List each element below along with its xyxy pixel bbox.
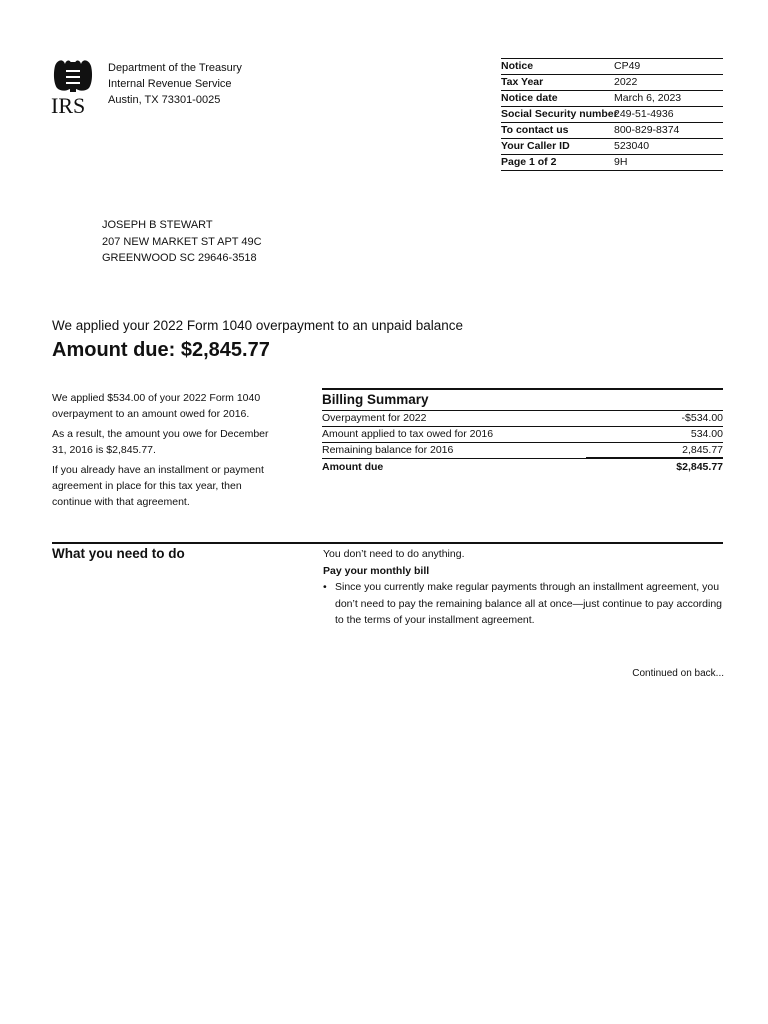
info-row-notice-date bbox=[501, 91, 723, 107]
info-row-ssn bbox=[501, 107, 723, 123]
billing-row-label: Overpayment for 2022 bbox=[322, 412, 427, 424]
continued-on-back-note: Continued on back... bbox=[632, 668, 724, 679]
billing-total-label: Amount due bbox=[322, 461, 384, 473]
instruction-text: Since you currently make regular payments through an installment agreement, you don’t need to pay the remaining balance all at once—just continue to pay according to the terms of your installment agreement. bbox=[335, 581, 723, 626]
notice-subheading: We applied your 2022 Form 1040 overpayment to an unpaid balance bbox=[52, 318, 464, 333]
billing-total-row bbox=[322, 459, 723, 475]
explanation-paragraph: We applied $534.00 of your 2022 Form 1040 overpayment to an amount owed for 2016. bbox=[52, 392, 261, 420]
info-label: Notice date bbox=[501, 92, 558, 104]
info-row-contact bbox=[501, 123, 723, 139]
irs-logo-text: IRS bbox=[51, 93, 86, 118]
agency-line: Department of the Treasury bbox=[108, 62, 242, 74]
info-label: Tax Year bbox=[501, 76, 544, 88]
info-row-page bbox=[501, 155, 723, 171]
billing-row bbox=[322, 427, 723, 443]
info-label: Page 1 of 2 bbox=[501, 156, 557, 168]
billing-row bbox=[322, 411, 723, 427]
explanation-paragraph: As a result, the amount you owe for December 31, 2016 is $2,845.77. bbox=[52, 428, 269, 456]
agency-line: Austin, TX 73301-0025 bbox=[108, 94, 221, 106]
billing-row-value: 534.00 bbox=[690, 428, 723, 440]
billing-row-value: 2,845.77 bbox=[682, 444, 723, 456]
info-row-caller-id bbox=[501, 139, 723, 155]
pay-monthly-bill-heading: Pay your monthly bill bbox=[323, 564, 430, 577]
agency-address bbox=[108, 60, 242, 108]
info-value: 9H bbox=[614, 156, 628, 168]
billing-summary bbox=[322, 388, 723, 475]
billing-row bbox=[322, 443, 723, 458]
info-label: To contact us bbox=[501, 124, 569, 136]
billing-row-label: Amount applied to tax owed for 2016 bbox=[322, 428, 494, 440]
explanation-text bbox=[52, 390, 277, 514]
billing-total-value: $2,845.77 bbox=[676, 461, 723, 473]
billing-row-label: Remaining balance for 2016 bbox=[322, 444, 454, 456]
what-to-do-body bbox=[323, 546, 723, 629]
bullet-icon: • bbox=[323, 581, 327, 593]
info-value: CP49 bbox=[614, 60, 641, 72]
info-row-notice bbox=[501, 59, 723, 75]
info-value: 800-829-8374 bbox=[614, 124, 680, 136]
what-to-do-intro: You don’t need to do anything. bbox=[323, 548, 465, 560]
info-value: 2022 bbox=[614, 76, 638, 88]
agency-line: Internal Revenue Service bbox=[108, 78, 232, 90]
billing-row-value: -$534.00 bbox=[681, 412, 723, 424]
address-line: JOSEPH B STEWART bbox=[102, 219, 213, 231]
address-line: GREENWOOD SC 29646-3518 bbox=[102, 252, 257, 264]
recipient-address bbox=[102, 217, 262, 267]
what-to-do-title: What you need to do bbox=[52, 546, 185, 561]
info-label: Your Caller ID bbox=[501, 140, 570, 152]
amount-due-title: Amount due: $2,845.77 bbox=[52, 339, 270, 361]
info-value: March 6, 2023 bbox=[614, 92, 682, 104]
subtotal-rule bbox=[586, 457, 723, 458]
explanation-paragraph: If you already have an installment or payment agreement in place for this tax year, then continue with that agreement. bbox=[52, 464, 264, 508]
address-line: 207 NEW MARKET ST APT 49C bbox=[102, 235, 262, 248]
instruction-list-item bbox=[323, 579, 723, 629]
info-value: 249-51-4936 bbox=[614, 108, 674, 120]
billing-summary-title: Billing Summary bbox=[322, 390, 723, 411]
info-row-tax-year bbox=[501, 75, 723, 91]
info-label: Social Security number bbox=[501, 108, 618, 120]
info-label: Notice bbox=[501, 60, 534, 72]
notice-info-table bbox=[501, 58, 723, 171]
info-value: 523040 bbox=[614, 140, 650, 152]
section-rule bbox=[52, 542, 723, 544]
